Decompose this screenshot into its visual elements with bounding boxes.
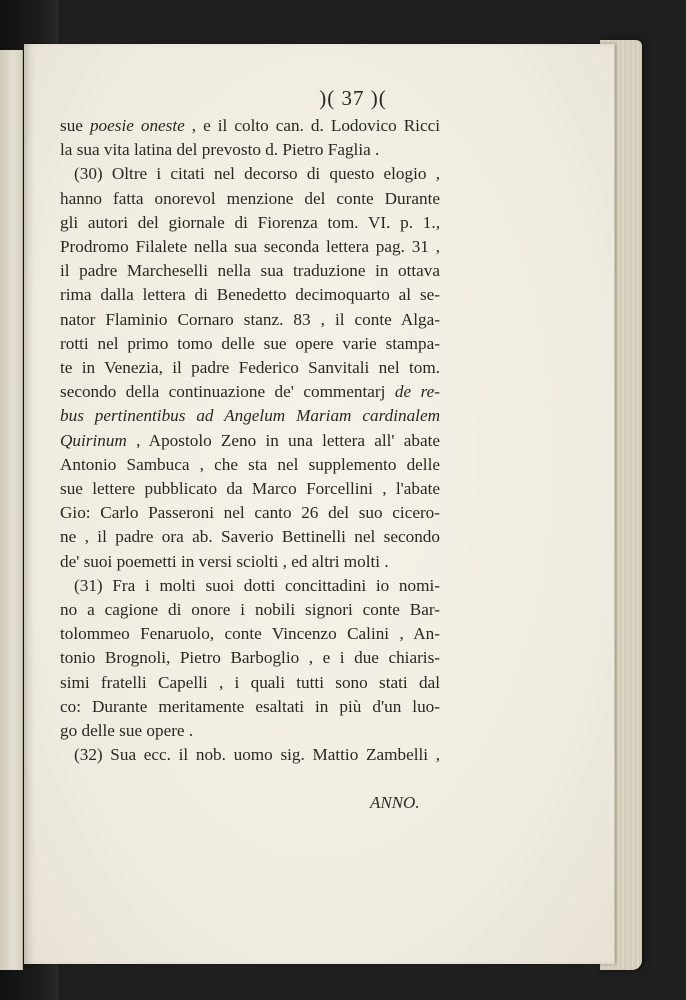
text-line	[60, 332, 440, 356]
text-segment: , Apostolo Zeno in una lettera all' abate	[126, 430, 440, 450]
italic-text-segment: bus pertinentibus ad Angelum Mariam cardinalem	[60, 406, 440, 426]
text-segment: de' suoi poemetti in versi sciolti , ed altri molti .	[60, 551, 389, 571]
text-segment: ne , il padre ora ab. Saverio Bettinelli nel secondo	[60, 527, 440, 547]
text-line	[60, 574, 440, 598]
body-text	[60, 114, 440, 767]
italic-text-segment: de re-	[394, 382, 441, 402]
text-segment: sue	[60, 116, 90, 135]
text-line	[60, 162, 440, 186]
text-line	[60, 743, 440, 767]
text-line	[60, 550, 440, 574]
text-line	[60, 138, 440, 162]
text-line	[60, 671, 440, 695]
text-segment: Antonio Sambuca , che sta nel supplemento delle	[60, 454, 440, 474]
text-line	[60, 283, 440, 307]
text-segment: tolommeo Fenaruolo, conte Vincenzo Calini , An-	[60, 624, 440, 644]
text-segment: Gio: Carlo Passeroni nel canto 26 del suo cicero-	[60, 503, 440, 523]
text-line	[60, 380, 440, 404]
text-line	[60, 477, 440, 501]
catchword: ANNO.	[370, 793, 420, 812]
text-segment: gli autori del giornale di Fiorenza tom. VI. p. 1.,	[60, 212, 440, 232]
text-line	[60, 598, 440, 622]
text-segment: il padre Marcheselli nella sua traduzione in ottava	[60, 261, 440, 281]
text-line	[60, 187, 440, 211]
text-segment: rotti nel primo tomo delle sue opere varie stampa-	[60, 333, 440, 353]
text-segment: co: Durante meritamente esaltati in più d'un luo-	[60, 696, 440, 716]
text-segment: (32) Sua ecc. il nob. uomo sig. Mattio Zambelli ,	[74, 745, 440, 765]
text-segment: no a cagione di onore i nobili signori conte Bar-	[60, 600, 440, 620]
text-line	[60, 719, 440, 743]
text-line	[60, 114, 440, 138]
text-line	[60, 308, 440, 332]
text-line	[60, 525, 440, 549]
text-line	[60, 695, 440, 719]
text-segment: simi fratelli Capelli , i quali tutti sono stati dal	[60, 672, 440, 692]
text-line	[60, 453, 440, 477]
text-segment: (31) Fra i molti suoi dotti concittadini io nomi-	[74, 575, 440, 595]
text-line	[60, 622, 440, 646]
text-segment: la sua vita latina del prevosto d. Pietro Faglia .	[60, 140, 380, 160]
text-line	[60, 259, 440, 283]
facing-page-edge	[0, 50, 23, 970]
text-line	[60, 211, 440, 235]
text-line	[60, 356, 440, 380]
running-head-page-number: )( 37 )(	[319, 86, 387, 110]
text-line	[60, 429, 440, 453]
text-line	[60, 404, 440, 428]
text-line	[60, 501, 440, 525]
text-segment: go delle sue opere .	[60, 721, 194, 741]
text-segment: te in Venezia, il padre Federico Sanvitali nel tom.	[60, 358, 440, 378]
text-segment: nator Flaminio Cornaro stanz. 83 , il conte Alga-	[60, 309, 440, 329]
text-segment: secondo della continuazione de' commentarj	[60, 382, 395, 402]
text-segment: tonio Brognoli, Pietro Barboglio , e i due chiaris-	[60, 648, 440, 668]
italic-text-segment: poesie oneste	[89, 116, 185, 135]
italic-text-segment: Quirinum	[60, 430, 127, 450]
text-segment: Prodromo Filalete nella sua seconda lettera pag. 31 ,	[60, 237, 440, 257]
text-segment: , e il colto can. d. Lodovico Ricci	[184, 116, 440, 135]
text-line	[60, 646, 440, 670]
text-line	[60, 235, 440, 259]
text-segment: rima dalla lettera di Benedetto decimoquarto al se-	[60, 285, 440, 305]
text-segment: hanno fatta onorevol menzione del conte Durante	[60, 188, 440, 208]
text-segment: sue lettere pubblicato da Marco Forcellini , l'abate	[60, 479, 440, 499]
text-segment: (30) Oltre i citati nel decorso di questo elogio ,	[74, 164, 440, 184]
